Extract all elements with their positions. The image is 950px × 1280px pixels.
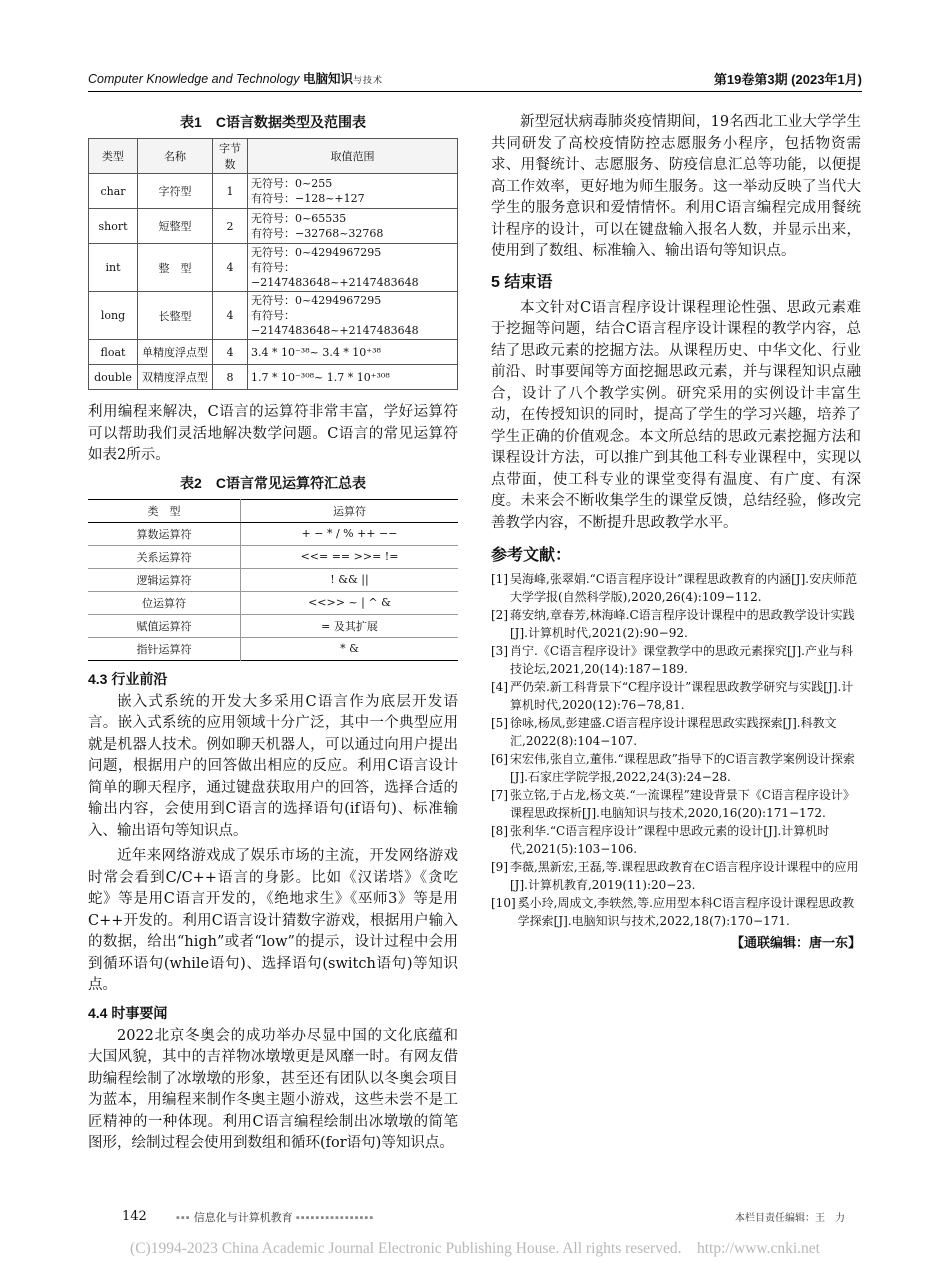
table-row [88, 637, 458, 660]
range-line: 有符号：−2147483648~+2147483648 [251, 309, 419, 337]
range-line: 无符号：0~4294967295 [251, 246, 382, 259]
range-line: 有符号：−128~+127 [251, 192, 365, 205]
references-heading: 参考文献： [491, 547, 572, 564]
name-cell: 短整型 [138, 209, 213, 244]
name-cell: 单精度浮点型 [138, 340, 213, 365]
type-cell: float [89, 340, 138, 365]
table-header-cell: 取值范围 [248, 139, 458, 174]
range-cell [248, 244, 458, 292]
type-cell: char [89, 174, 138, 209]
reference-item [491, 679, 861, 714]
operator-cell: + − * / % ++ −− [241, 522, 459, 545]
reference-number: [10] [491, 896, 516, 910]
table-row [88, 614, 458, 637]
table2-title: 表2 C语言常见运算符汇总表 [180, 474, 366, 491]
table-row [89, 340, 458, 365]
name-cell: 字符型 [138, 174, 213, 209]
header-divider [88, 91, 862, 92]
table-header-row [88, 499, 458, 522]
journal-header [88, 69, 383, 87]
reference-text: 严仍荣.新工科背景下“C程序设计”课程思政教学研究与实践[J].计算机时代,2020(12):76−78,81. [510, 680, 854, 712]
paragraph: 近年来网络游戏成了娱乐市场的主流，开发网络游戏时常会看到C/C++语言的身影。比如《汉诺塔》《贪吃蛇》等是用C语言开发的，《绝地求生》《巫师3》等是用C++开发的。利用C语言设计猜数字游戏，根据用户输入的数据，给出“high”或者“low”的提示，设计过程中会用到循环语句(while语句)、选择语句(switch语句)等知识点。 [88, 848, 458, 993]
table-row [89, 244, 458, 292]
operator-cell: ! && || [241, 568, 459, 591]
operator-cell: <<= == >>= != [241, 545, 459, 568]
reference-number: [5] [491, 716, 508, 730]
operator-cell: <<>> ~ | ^ & [241, 591, 459, 614]
table-row [89, 365, 458, 390]
table1-title: 表1 C语言数据类型及范围表 [180, 114, 366, 130]
bytes-cell: 2 [213, 209, 248, 244]
type-cell: double [89, 365, 138, 390]
reference-number: [3] [491, 644, 508, 658]
table-row [88, 591, 458, 614]
decorative-dots: ▪▪▪▪▪▪▪▪▪▪▪▪▪▪▪▪ [295, 1212, 375, 1224]
type-cell: long [89, 292, 138, 340]
bytes-cell: 8 [213, 365, 248, 390]
section-name: 信息化与计算机教育 [193, 1212, 293, 1224]
left-column [88, 106, 458, 1155]
reference-list [491, 571, 861, 930]
table-header-cell: 运算符 [241, 499, 459, 522]
reference-text: 张立铭,于占龙,杨文英.“一流课程”建设背景下《C语言程序设计》课程思政探析[J].电脑知识与技术,2020,16(20):171−172. [510, 788, 855, 820]
liaison-editor: 【通联编辑：唐一东】 [730, 936, 861, 951]
operator-cell: * & [241, 637, 459, 660]
reference-item [491, 643, 861, 678]
type-cell: 关系运算符 [88, 545, 241, 568]
paragraph: 利用编程来解决，C语言的运算符非常丰富，学好运算符可以帮助我们灵活地解决数学问题。C语言的常见运算符如表2所示。 [88, 404, 458, 463]
reference-number: [4] [491, 680, 508, 694]
type-cell: 逻辑运算符 [88, 568, 241, 591]
reference-text: 吴海峰,张翠娟.“C语言程序设计”课程思政教育的内涵[J].安庆师范大学学报(自然科学版),2020,26(4):109−112. [510, 572, 858, 604]
table-header-cell: 字节数 [213, 139, 248, 174]
journal-name-small: 与技术 [353, 75, 384, 85]
reference-number: [6] [491, 752, 508, 766]
bytes-cell: 4 [213, 340, 248, 365]
reference-number: [1] [491, 572, 508, 586]
type-cell: 赋值运算符 [88, 614, 241, 637]
bytes-cell: 4 [213, 292, 248, 340]
paragraph: 2022北京冬奥会的成功举办尽显中国的文化底蕴和大国风貌，其中的吉祥物冰墩墩更是风靡一时。有网友借助编程绘制了冰墩墩的形象，甚至还有团队以冬奥会项目为蓝本，用编程来制作冬奥主题小游戏，这些未尝不是工匠精神的一种体现。利用C语言编程绘制出冰墩墩的简笔图形，绘制过程会使用到数组和循环(for语句)等知识点。 [88, 1027, 458, 1151]
table-row [89, 209, 458, 244]
reference-item [491, 571, 861, 606]
bytes-cell: 4 [213, 244, 248, 292]
paragraph: 新型冠状病毒肺炎疫情期间，19名西北工业大学学生共同研发了高校疫情防控志愿服务小程序，包括物资需求、用餐统计、志愿服务、防疫信息汇总等功能，以便提高工作效率，更好地为师生服务。这一举动反映了当代大学生的服务意识和爱情情怀。利用C语言编程完成用餐统计程序的设计，可以在键盘输入报名人数，并显示出来，使用到了数组、标准输入、输出语句等知识点。 [491, 114, 861, 259]
reference-number: [2] [491, 608, 508, 622]
column-editor: 本栏目责任编辑：王 力 [735, 1213, 845, 1224]
name-cell: 长整型 [138, 292, 213, 340]
type-cell: int [89, 244, 138, 292]
range-cell [248, 174, 458, 209]
section-heading: 4.3 行业前沿 [88, 670, 168, 687]
table-row [88, 545, 458, 568]
reference-text: 肖宁.《C语言程序设计》课堂教学中的思政元素探究[J].产业与科技论坛,2021,20(14):187−189. [510, 644, 853, 676]
table-header-row [89, 139, 458, 174]
operators-table [88, 499, 458, 661]
range-cell [248, 209, 458, 244]
reference-item [491, 895, 861, 930]
range-line: 有符号：−32768~32768 [251, 227, 384, 240]
reference-item [491, 823, 861, 858]
issue-info: 第19卷第3期 (2023年1月) [713, 72, 862, 87]
reference-item [491, 607, 861, 642]
paragraph: 本文针对C语言程序设计课程理论性强、思政元素难于挖掘等问题，结合C语言程序设计课程的教学内容，总结了思政元素的挖掘方法。从课程历史、中华文化、行业前沿、时事要闻等方面挖掘思政元素，并与课程知识点融合，设计了八个教学实例。研究采用的实例设计丰富生动，在传授知识的同时，提高了学生的学习兴趣，培养了学生正确的价值观念。本文所总结的思政元素挖掘方法和课程设计方法，可以推广到其他工科专业课程中，实现以点带面，使工科专业的课堂变得有温度、有广度、有深度。未来会不断收集学生的课堂反馈，总结经验，修改完善教学内容，不断提升思政教学水平。 [491, 299, 861, 531]
table-header-cell: 类型 [89, 139, 138, 174]
table-row [88, 522, 458, 545]
bytes-cell: 1 [213, 174, 248, 209]
type-cell: 指针运算符 [88, 637, 241, 660]
section-heading: 4.4 时事要闻 [88, 1004, 168, 1021]
name-cell: 双精度浮点型 [138, 365, 213, 390]
reference-item [491, 751, 861, 786]
reference-number: [7] [491, 788, 508, 802]
range-cell: 1.7 * 10⁻³⁰⁸~ 1.7 * 10⁺³⁰⁸ [248, 365, 458, 390]
name-cell: 整 型 [138, 244, 213, 292]
reference-item [491, 715, 861, 750]
type-cell: short [89, 209, 138, 244]
section-heading: 5 结束语 [491, 273, 553, 291]
reference-text: 宋宏伟,张自立,董伟.“课程思政”指导下的C语言教学案例设计探索[J].石家庄学院学报,2022,24(3):24−28. [510, 752, 855, 784]
range-line: 无符号：0~255 [251, 177, 333, 190]
right-column [491, 112, 861, 951]
range-line: 无符号：0~4294967295 [251, 294, 382, 307]
type-cell: 算数运算符 [88, 522, 241, 545]
reference-text: 徐咏,杨凤,彭建盛.C语言程序设计课程思政实践探索[J].科教文汇,2022(8):104−107. [510, 716, 837, 748]
operator-cell: = 及其扩展 [241, 614, 459, 637]
data-types-table [88, 138, 458, 390]
table-row [88, 568, 458, 591]
range-line: 无符号：0~65535 [251, 212, 347, 225]
journal-name-cn: 电脑知识 [302, 72, 353, 86]
table-header-cell: 名称 [138, 139, 213, 174]
page-number: 142 [122, 1209, 147, 1224]
table-header-cell: 类 型 [88, 499, 241, 522]
type-cell: 位运算符 [88, 591, 241, 614]
reference-text: 张利华.“C语言程序设计”课程中思政元素的设计[J].计算机时代,2021(5):103−106. [510, 824, 830, 856]
reference-number: [8] [491, 824, 508, 838]
copyright-watermark: (C)1994-2023 China Academic Journal Electronic Publishing House. All rights reserved. http://www.cnki.net [130, 1240, 820, 1257]
journal-name-en: Computer Knowledge and Technology [88, 72, 300, 86]
range-line: 有符号：−2147483648~+2147483648 [251, 261, 419, 289]
range-cell [248, 292, 458, 340]
reference-text: 蒋安纳,章春芳,林海峰.C语言程序设计课程中的思政教学设计实践[J].计算机时代,2021(2):90−92. [510, 608, 855, 640]
table-row [89, 292, 458, 340]
reference-text: 奚小玲,周成文,李轶然,等.应用型本科C语言程序设计课程思政教学探索[J].电脑知识与技术,2022,18(7):170−171. [517, 896, 855, 928]
range-cell: 3.4 * 10⁻³⁸~ 3.4 * 10⁺³⁸ [248, 340, 458, 365]
decorative-dots: ▪▪▪ [176, 1212, 191, 1224]
reference-item [491, 787, 861, 822]
reference-text: 李薇,黑新宏,王磊,等.课程思政教育在C语言程序设计课程中的应用[J].计算机教育,2019(11):20−23. [510, 860, 859, 892]
reference-number: [9] [491, 860, 508, 874]
table-row [89, 174, 458, 209]
section-footer [176, 1209, 374, 1225]
reference-item [491, 859, 861, 894]
paragraph: 嵌入式系统的开发大多采用C语言作为底层开发语言。嵌入式系统的应用领域十分广泛，其中一个典型应用就是机器人技术。例如聊天机器人，可以通过向用户提出问题，根据用户的回答做出相应的反应。利用C语言设计简单的聊天程序，通过键盘获取用户的回答，选择合适的输出内容，会使用到C语言的选择语句(if语句)、标准输入、输出语句等知识点。 [88, 693, 458, 839]
